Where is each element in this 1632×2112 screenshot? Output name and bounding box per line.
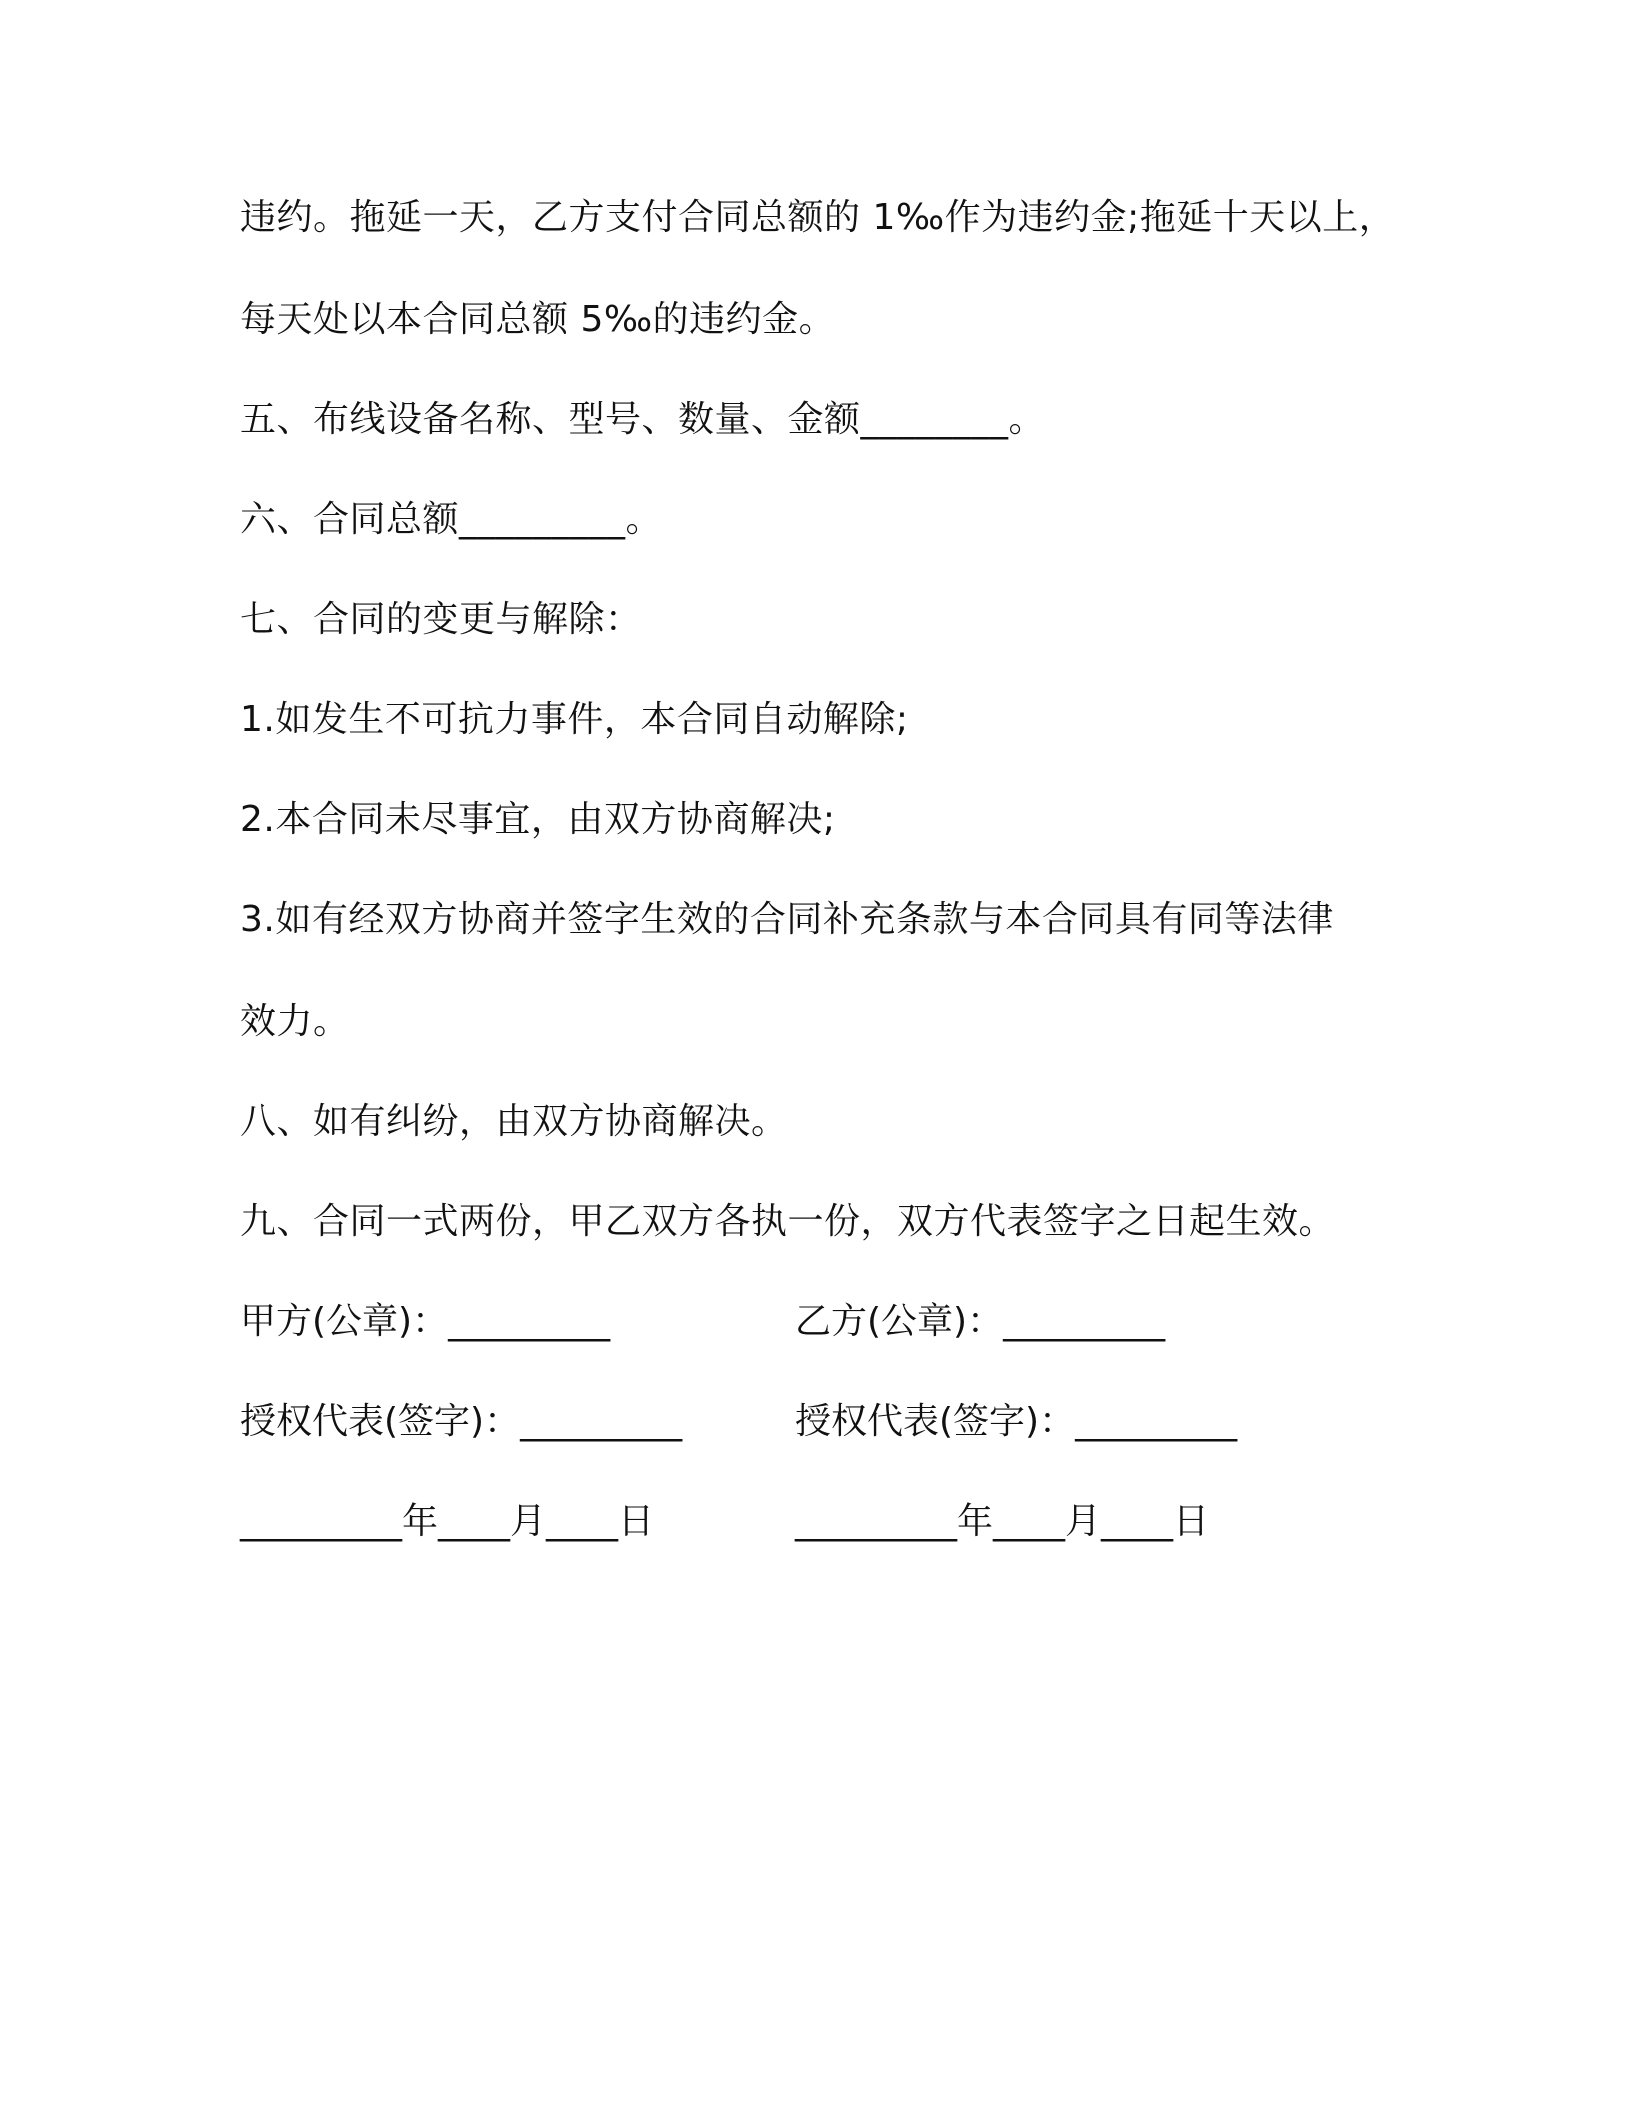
- clause-8-disputes: 八、如有纠纷，由双方协商解决。: [240, 1101, 788, 1142]
- clause-9-copies: 九、合同一式两份，甲乙双方各执一份，双方代表签字之日起生效。: [240, 1201, 1336, 1242]
- clause-7-item-2: 2.本合同未尽事宜，由双方协商解决;: [240, 799, 836, 840]
- party-a-representative: 授权代表(签字)：_________: [240, 1401, 683, 1442]
- clause-7-heading: 七、合同的变更与解除：: [240, 599, 642, 640]
- paragraph-penalty-daily: 每天处以本合同总额 5‰的违约金。: [240, 299, 836, 340]
- clause-5-equipment: 五、布线设备名称、型号、数量、金额________。: [240, 399, 1046, 440]
- clause-7-item-3: 3.如有经双方协商并签字生效的合同补充条款与本合同具有同等法律: [240, 899, 1334, 940]
- clause-7-item-1: 1.如发生不可抗力事件，本合同自动解除;: [240, 699, 909, 740]
- paragraph-penalty-continued: 违约。拖延一天，乙方支付合同总额的 1‰作为违约金;拖延十天以上，: [240, 197, 1396, 238]
- party-b-seal: 乙方(公章)：_________: [795, 1301, 1166, 1342]
- clause-7-item-3-continued: 效力。: [240, 1001, 350, 1042]
- party-b-date: _________年____月____日: [795, 1501, 1209, 1542]
- party-a-date: _________年____月____日: [240, 1501, 654, 1542]
- clause-6-total-amount: 六、合同总额_________。: [240, 499, 663, 540]
- party-a-seal: 甲方(公章)：_________: [240, 1301, 611, 1342]
- party-b-representative: 授权代表(签字)：_________: [795, 1401, 1238, 1442]
